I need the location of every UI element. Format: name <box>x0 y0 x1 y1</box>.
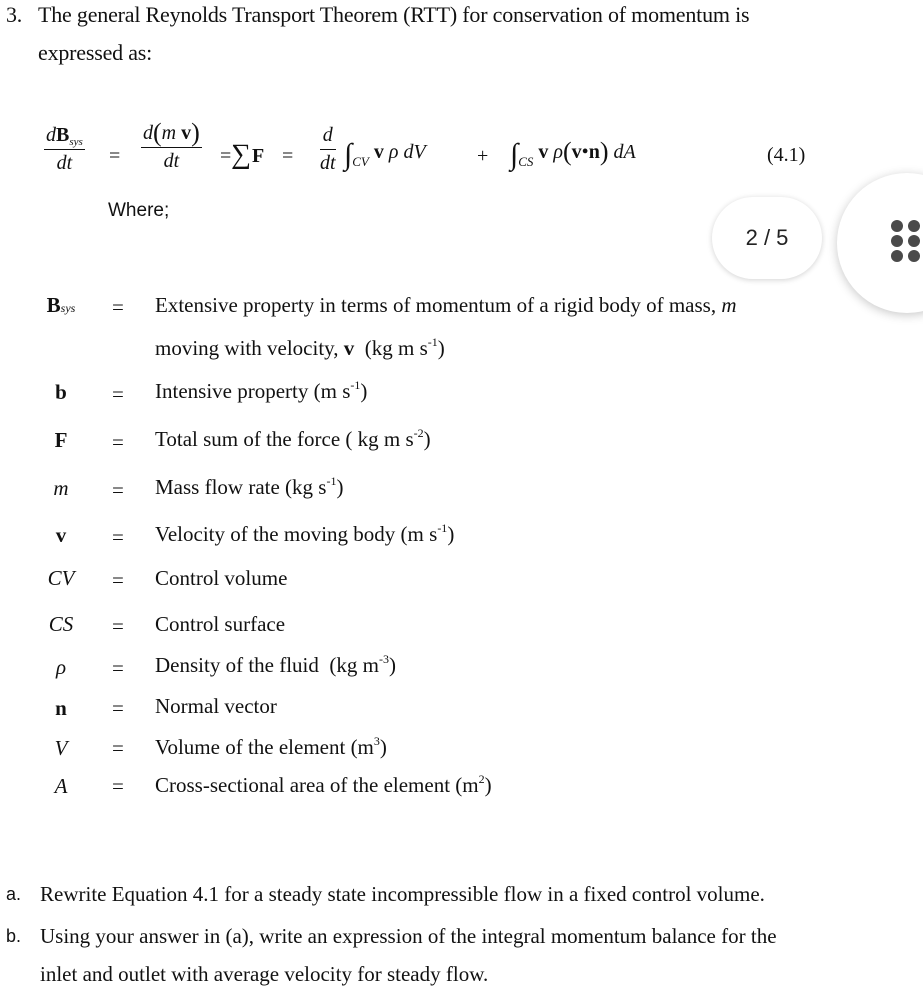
int2-n: n <box>588 141 600 163</box>
definition-symbol: V <box>54 736 68 760</box>
definition-symbol: ρ <box>55 655 67 679</box>
definition-symbol: F <box>54 428 68 452</box>
definition-text: Total sum of the force ( kg m $s^{-2}$) <box>155 426 431 451</box>
mid-den: dt <box>163 150 180 172</box>
definition-text: Control volume <box>155 566 288 590</box>
definition-symbol: A <box>54 774 68 798</box>
definition-text: Extensive property in terms of momentum of a rigid body of mass, m <box>155 293 737 317</box>
ddt-fraction <box>320 124 336 175</box>
question-text-line2: expressed as: <box>38 40 153 65</box>
where-label: Where; <box>108 200 170 221</box>
definition-equals: = <box>112 568 124 592</box>
part-a-label: a. <box>6 884 22 904</box>
lhs-d: d <box>46 124 56 146</box>
definition-equals: = <box>112 656 124 680</box>
equation-number: (4.1) <box>767 144 806 166</box>
grid-dots-icon <box>891 220 921 262</box>
definition-equals: = <box>112 295 124 319</box>
sum-symbol: ∑ <box>231 139 251 170</box>
equals-3: = <box>282 145 294 167</box>
definition-equals: = <box>112 614 124 638</box>
definition-text: Density of the fluid (kg $m^{-3}$) <box>155 652 396 677</box>
part-b-text-line1: Using your answer in (a), write an expression of the integral momentum balance for the <box>40 924 777 948</box>
lhs-B: B <box>56 124 70 146</box>
definition-text: Intensive property (m $s^{-1}$) <box>155 378 368 403</box>
int1-v: v <box>373 141 384 163</box>
definition-text: Control surface <box>155 612 286 636</box>
cv-integral: $\int_{CV}$ v ρ dV <box>344 138 426 171</box>
definition-equals: = <box>112 525 124 549</box>
definition-symbol: CS <box>48 612 74 636</box>
mid-m: m <box>161 122 177 144</box>
equals-1: = <box>109 145 121 167</box>
definition-symbol: b <box>55 380 67 404</box>
lhs-sub: sys <box>69 136 83 148</box>
definition-equals: = <box>112 774 124 798</box>
definition-text: Velocity of the moving body (m $s^{-1}$) <box>155 521 455 546</box>
plus-sign: + <box>477 145 489 167</box>
definition-equals: = <box>112 382 124 406</box>
int1-rest: ρ dV <box>388 141 426 163</box>
equals-2: = <box>220 145 232 167</box>
lhs-fraction <box>44 124 85 175</box>
ddt-num: d <box>322 124 333 146</box>
menu-button[interactable] <box>837 173 923 313</box>
page-indicator-label: 2 / 5 <box>745 225 789 250</box>
cv-subscript: CV <box>352 154 369 169</box>
int2-v: v <box>538 141 549 163</box>
int2-dA: dA <box>613 141 636 163</box>
definition-equals: = <box>112 736 124 760</box>
definition-symbol: CV <box>47 566 75 590</box>
definition-text: Mass flow rate (kg $s^{-1}$) <box>155 474 344 499</box>
ddt-den: dt <box>320 152 336 174</box>
part-a-text: Rewrite Equation 4.1 for a steady state incompressible flow in a fixed control volume. <box>40 882 765 906</box>
definition-symbol: n <box>55 696 67 720</box>
mid-fraction: d(m v) dt <box>143 118 200 172</box>
force-F: F <box>252 145 265 167</box>
lhs-den: dt <box>56 152 73 174</box>
question-number: 3. <box>6 2 23 27</box>
definition-equals: = <box>112 430 124 454</box>
part-b-label: b. <box>6 926 22 946</box>
cs-integral: $\int_{CS}$ v ρ(v•n) dA <box>510 137 636 171</box>
part-b-text-line2: inlet and outlet with average velocity for steady flow. <box>40 962 489 986</box>
page-indicator <box>712 197 822 279</box>
definition-equals: = <box>112 696 124 720</box>
question-text-line1: The general Reynolds Transport Theorem (RTT) for conservation of momentum is <box>38 2 750 27</box>
int2-inner-v: v <box>571 141 582 163</box>
mid-d: d <box>143 122 153 144</box>
int2-rho: ρ <box>553 141 563 163</box>
definition-text-cont: moving with velocity, v (kg m $s^{-1}$) <box>155 335 445 360</box>
definition-equals: = <box>112 478 124 502</box>
definition-text: Normal vector <box>155 694 277 718</box>
definition-symbol: Bsys <box>46 293 76 317</box>
definition-text: Cross-sectional area of the element $(m^2)$ <box>155 772 492 797</box>
dot-product: • <box>581 141 589 163</box>
mid-v: v <box>181 122 192 144</box>
definition-symbol: v <box>55 523 67 547</box>
cs-subscript: CS <box>518 154 534 169</box>
definition-text: Volume of the element $(m^3)$ <box>155 734 387 759</box>
definition-symbol: m <box>53 476 69 500</box>
